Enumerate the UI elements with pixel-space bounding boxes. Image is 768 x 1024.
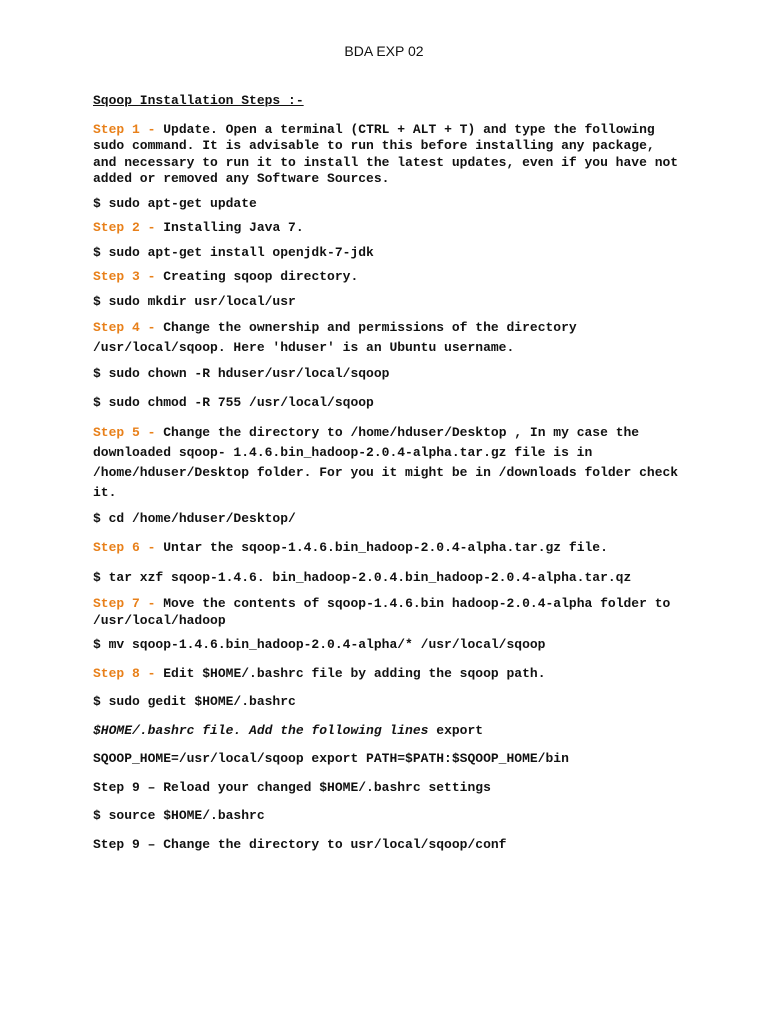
command-line: $ mv sqoop-1.4.6.bin_hadoop-2.0.4-alpha/* /usr/local/sqoop bbox=[93, 637, 546, 652]
step-4 bbox=[93, 318, 685, 358]
command-line: $ sudo gedit $HOME/.bashrc bbox=[93, 694, 296, 709]
env-line: SQOOP_HOME=/usr/local/sqoop export PATH=$PATH:$SQOOP_HOME/bin bbox=[93, 751, 569, 766]
step-7 bbox=[93, 596, 685, 629]
step-text: Creating sqoop directory. bbox=[163, 269, 359, 284]
step-label: Step 2 - bbox=[93, 220, 156, 235]
step-text: Untar the sqoop-1.4.6.bin_hadoop-2.0.4-alpha.tar.gz file. bbox=[163, 539, 608, 555]
step-8 bbox=[93, 666, 685, 683]
step-2 bbox=[93, 220, 685, 237]
command-line: $ sudo chown -R hduser/usr/local/sqoop bbox=[93, 366, 390, 381]
step-5 bbox=[93, 423, 685, 503]
section-heading: Sqoop Installation Steps :- bbox=[93, 93, 304, 108]
step-text: Change the ownership and permissions of the directory /usr/local/sqoop. Here 'hduser' is an Ubuntu username. bbox=[93, 320, 577, 355]
step-text: Change the directory to /home/hduser/Desktop , In my case the downloaded sqoop- 1.4.6.bin_hadoop-2.0.4-alpha.tar.gz file is in /home/hduser/Desktop folder. For you it might be in /downloads folder check it. bbox=[93, 425, 679, 500]
step-label: Step 8 - bbox=[93, 665, 156, 681]
step-label: Step 3 - bbox=[93, 269, 156, 284]
step-9-change-dir: Step 9 – Change the directory to usr/local/sqoop/conf bbox=[93, 836, 507, 852]
step-text: Update. Open a terminal (CTRL + ALT + T) and type the following sudo command. It is advisable to run this before installing any package, and necessary to run it to install the latest updates, even if you have not added or removed any Software Sources. bbox=[93, 121, 679, 186]
step-text: Edit $HOME/.bashrc file by adding the sqoop path. bbox=[163, 665, 546, 681]
step-1 bbox=[93, 122, 685, 188]
command-line: $ source $HOME/.bashrc bbox=[93, 808, 265, 823]
command-line: $ tar xzf sqoop-1.4.6. bin_hadoop-2.0.4.bin_hadoop-2.0.4-alpha.tar.qz bbox=[93, 570, 632, 585]
command-line: $ sudo apt-get install openjdk-7-jdk bbox=[93, 244, 374, 260]
note-plain: export bbox=[436, 722, 484, 738]
step-label: Step 6 - bbox=[93, 539, 156, 555]
step-text: Move the contents of sqoop-1.4.6.bin hadoop-2.0.4-alpha folder to /usr/local/hadoop bbox=[93, 596, 671, 628]
step-3 bbox=[93, 269, 685, 286]
step-label: Step 5 - bbox=[93, 425, 156, 440]
step-label: Step 4 - bbox=[93, 320, 156, 335]
step-text: Installing Java 7. bbox=[163, 220, 304, 235]
command-line: $ sudo chmod -R 755 /usr/local/sqoop bbox=[93, 394, 374, 410]
step-label: Step 7 - bbox=[93, 596, 156, 611]
command-line: $ sudo mkdir usr/local/usr bbox=[93, 293, 296, 309]
document-body bbox=[93, 93, 685, 861]
step-label: Step 1 - bbox=[93, 121, 156, 137]
step-9-reload: Step 9 – Reload your changed $HOME/.bashrc settings bbox=[93, 779, 491, 795]
command-line: $ sudo apt-get update bbox=[93, 195, 257, 211]
bashrc-note bbox=[93, 723, 685, 740]
note-italic: $HOME/.bashrc file. Add the following lines bbox=[93, 722, 429, 738]
command-line: $ cd /home/hduser/Desktop/ bbox=[93, 511, 296, 526]
step-6 bbox=[93, 540, 685, 557]
document-title: BDA EXP 02 bbox=[344, 43, 424, 59]
